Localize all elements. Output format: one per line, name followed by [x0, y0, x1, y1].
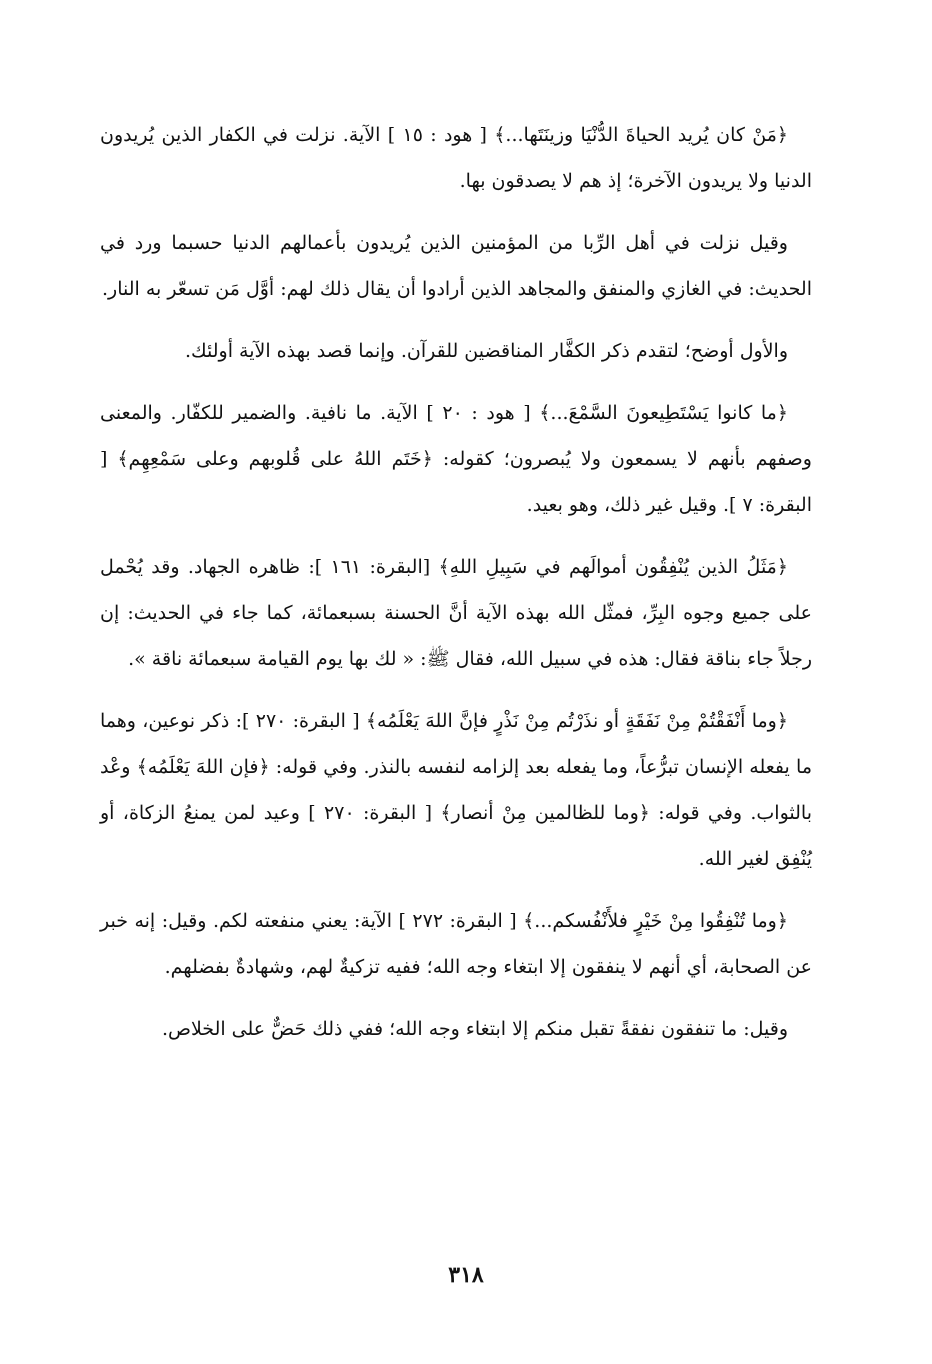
paragraph-2: وقيل نزلت في أهل الرِّبا من المؤمنين الذين يُريدون بأعمالهم الدنيا حسبما ورد في الحديث: في الغازي والمنفق والمجاهد الذين أرادوا أن يقال ذلك لهم: أوَّل مَن تسعّر به النار. — [100, 232, 812, 300]
paragraph-1: ﴿مَنْ كان يُريد الحياةَ الدُّنْيَا وزينَتَها...﴾ [ هود : ١٥ ] الآية. نزلت في الكفار الذين يُريدون الدنيا ولا يريدون الآخرة؛ إذ هم لا يصدقون بها. — [100, 124, 812, 192]
paragraph-3: والأول أوضح؛ لتقدم ذكر الكفَّار المناقضين للقرآن. وإنما قصد بهذه الآية أولئك. — [184, 340, 788, 362]
paragraph-7: ﴿وما تُنْفِقُوا مِنْ خَيْرٍ فلأَنْفُسكم...﴾ [ البقرة: ٢٧٢ ] الآية: يعني منفعته لكم. وقيل: إنه خبر عن الصحابة، أي أنهم لا ينفقون إلا ابتغاء وجه الله؛ ففيه تزكيةٌ لهم، وشهادةٌ بفضلهم. — [100, 910, 812, 978]
paragraph-8: وقيل: ما تنفقون نفقةً تقبل منكم إلا ابتغاء وجه الله؛ ففي ذلك حَضٌّ على الخلاص. — [161, 1018, 788, 1040]
paragraph-4: ﴿ما كانوا يَسْتَطِيعونَ السَّمْعَ...﴾ [ هود : ٢٠ ] الآية. ما نافية. والضمير للكفّار. والمعنى وصفهم بأنهم لا يسمعون ولا يُبصرون؛ كقوله: ﴿خَتَم اللهُ على قُلوبهم وعلى سَمْعِهِم﴾ [ البقرة: ٧ ]. وقيل غير ذلك، وهو بعيد. — [100, 402, 812, 516]
paragraph-6: ﴿وما أَنْفَقْتُمْ مِنْ نَفَقَةٍ أو نذَرْتُم مِنْ نَذْرٍ فإنَّ اللهَ يَعْلَمُه﴾ [ البقرة: ٢٧٠ ]: ذكر نوعين، وهما ما يفعله الإنسان تبرُّعاً، وما يفعله بعد إلزامه لنفسه بالنذر. وفي قوله: ﴿فإن اللهَ يَعْلَمُه﴾ وعْد بالثواب. وفي قوله: ﴿وما للظالمين مِنْ أنصار﴾ [ البقرة: ٢٧٠ ] وعيد لمن يمنعُ الزكاة، أو يُنْفِق لغير الله. — [100, 710, 812, 870]
page-number: ٣١٨ — [448, 1262, 484, 1288]
page-body — [100, 112, 812, 1068]
paragraph-5: ﴿مَثَلُ الذين يُنْفِقُون أموالَهم في سَبِيلِ اللهِ﴾ [البقرة: ١٦١ ]: ظاهره الجهاد. وقد يُحْمل على جميع وجوه البِرِّ، فمثّل الله بهذه الآية أنَّ الحسنة بسبعمائة، كما جاء في الحديث: إن رجلاً جاء بناقة فقال: هذه في سبيل الله، فقال ﷺ: « لك بها يوم القيامة سبعمائة ناقة ». — [100, 556, 812, 670]
